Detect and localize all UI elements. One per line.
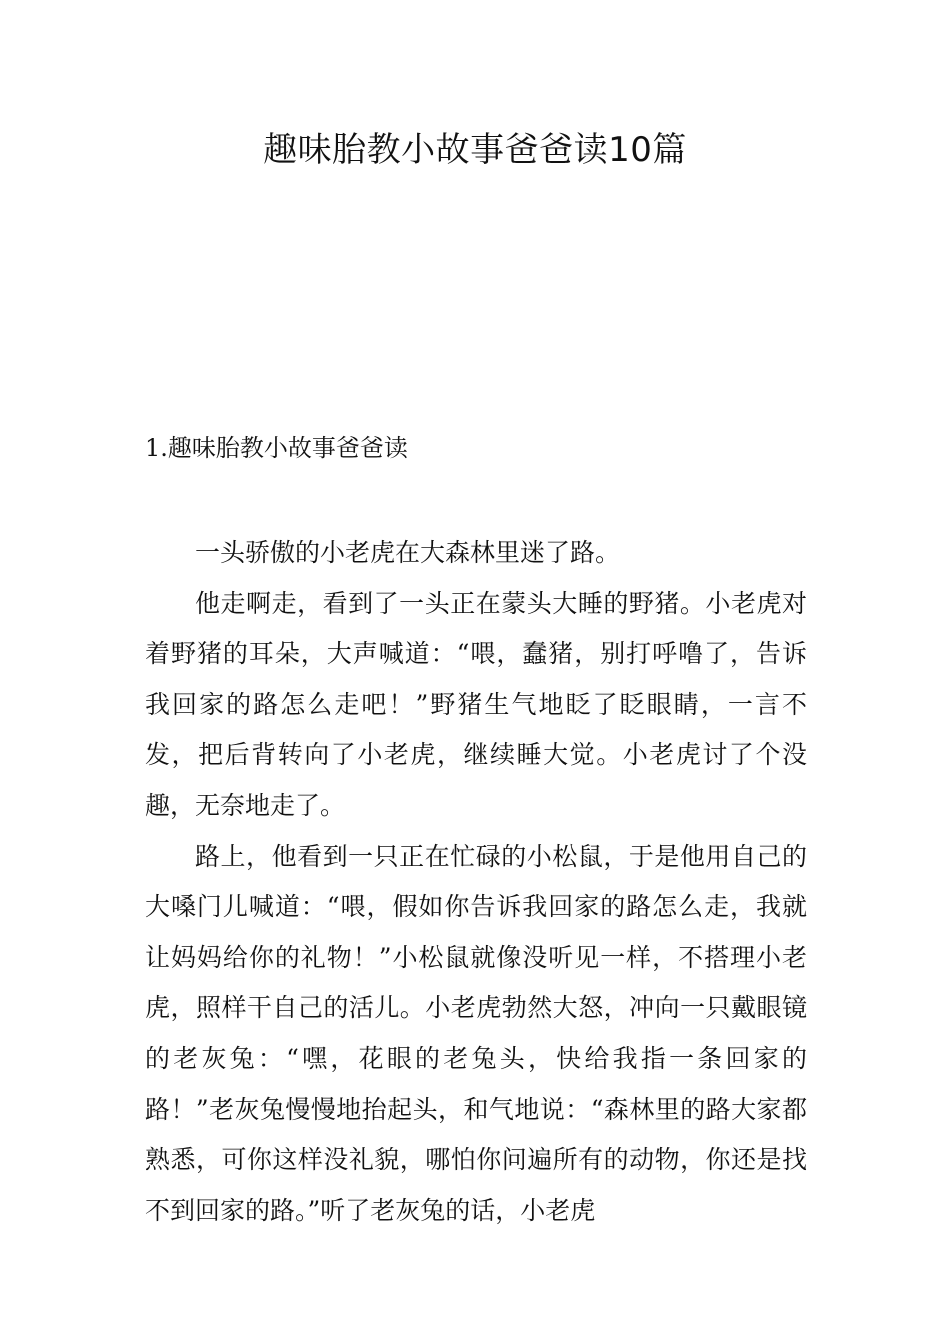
story-paragraph: 他走啊走，看到了一头正在蒙头大睡的野猪。小老虎对着野猪的耳朵，大声喊道：“喂，蠢猪，别打呼噜了，告诉我回家的路怎么走吧！”野猪生气地眨了眨眼睛，一言不发，把后背转向了小老虎，继续睡大觉。小老虎讨了个没趣，无奈地走了。 [145,588,807,820]
story-body [145,528,807,1236]
section-heading: 1.趣味胎教小故事爸爸读 [145,434,408,462]
document-title: 趣味胎教小故事爸爸读10篇 [263,130,687,170]
story-paragraph: 路上，他看到一只正在忙碌的小松鼠，于是他用自己的大嗓门儿喊道：“喂，假如你告诉我回家的路怎么走，我就让妈妈给你的礼物！”小松鼠就像没听见一样，不搭理小老虎，照样干自己的活儿。小老虎勃然大怒，冲向一只戴眼镜的老灰兔：“嘿，花眼的老兔头，快给我指一条回家的路！”老灰兔慢慢地抬起头，和气地说：“森林里的路大家都熟悉，可你这样没礼貌，哪怕你问遍所有的动物，你还是找不到回家的路。”听了老灰兔的话，小老虎 [145,841,807,1225]
story-paragraph: 一头骄傲的小老虎在大森林里迷了路。 [195,538,621,567]
